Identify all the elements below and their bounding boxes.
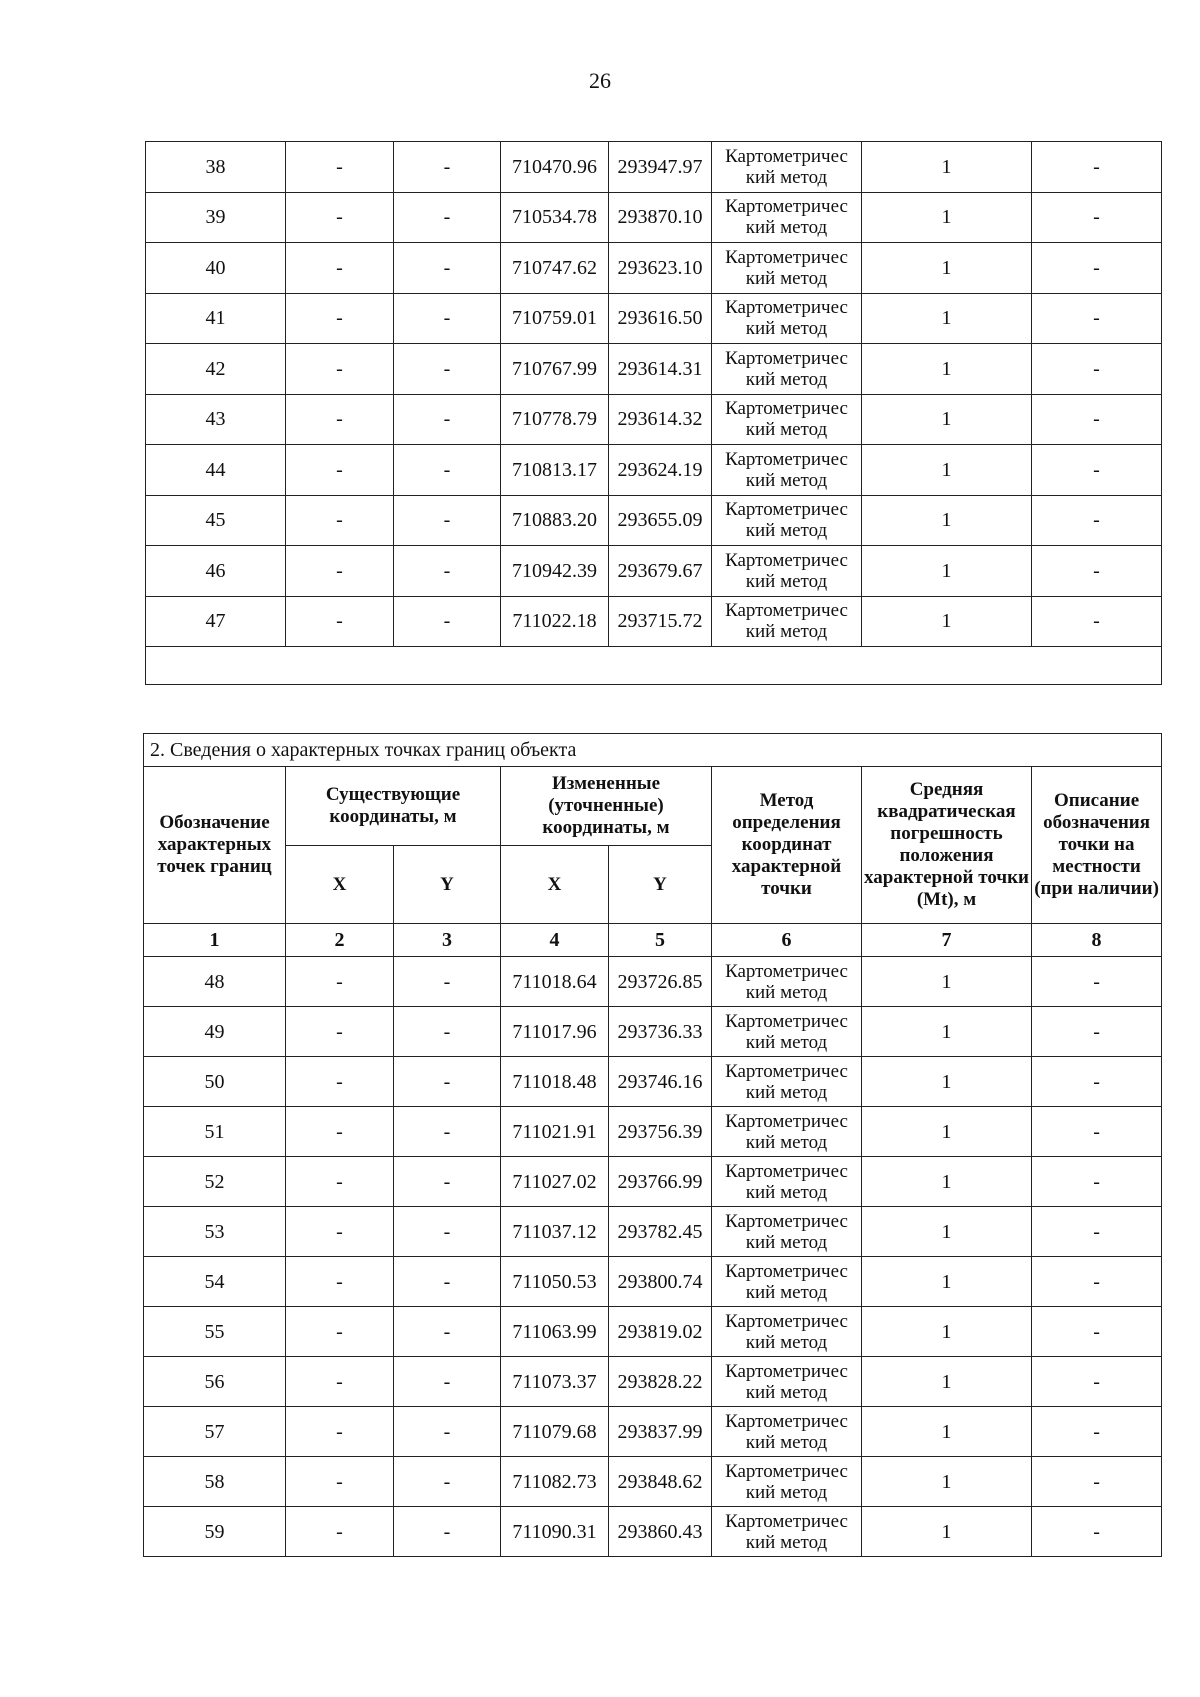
description-value: -: [1032, 495, 1162, 546]
column-number: 3: [394, 924, 501, 957]
point-number: 45: [146, 495, 286, 546]
column-number: 2: [286, 924, 394, 957]
point-number: 55: [144, 1307, 286, 1357]
accuracy-value: 1: [862, 344, 1032, 395]
changed-x: 711090.31: [501, 1507, 609, 1557]
description-value: -: [1032, 344, 1162, 395]
existing-y: -: [394, 1157, 501, 1207]
existing-y: -: [394, 1007, 501, 1057]
point-number: 46: [146, 546, 286, 597]
method-line-2: кий метод: [745, 217, 828, 239]
table-row: [144, 1207, 1162, 1257]
method-line-1: Картометричес: [725, 297, 848, 319]
point-number: 41: [146, 293, 286, 344]
existing-x: -: [286, 1257, 394, 1307]
column-number: 6: [712, 924, 862, 957]
changed-x: 711017.96: [501, 1007, 609, 1057]
header-existing-y: Y: [394, 846, 501, 924]
method-line-1: Картометричес: [725, 600, 848, 622]
header-changed-y: Y: [609, 846, 712, 924]
table-row: [146, 243, 1162, 294]
existing-x: -: [286, 1107, 394, 1157]
header-description: Описание обозначения точки на местности (при наличии): [1032, 767, 1162, 924]
existing-y: -: [394, 1057, 501, 1107]
table-row: [146, 293, 1162, 344]
method: [712, 1257, 862, 1307]
existing-y: -: [394, 1307, 501, 1357]
changed-x: 711037.12: [501, 1207, 609, 1257]
existing-y: -: [394, 1207, 501, 1257]
changed-x: 711018.48: [501, 1057, 609, 1107]
method-line-2: кий метод: [745, 267, 828, 289]
accuracy-value: 1: [862, 546, 1032, 597]
existing-y: -: [394, 596, 501, 647]
changed-y: 293800.74: [609, 1257, 712, 1307]
header-changed-x: X: [501, 846, 609, 924]
method: [712, 1057, 862, 1107]
header-accuracy: Средняя квадратическая погрешность положения характерной точки (Mt), м: [862, 767, 1032, 924]
method-line-1: Картометричес: [725, 549, 848, 571]
method-line-1: Картометричес: [725, 1460, 848, 1482]
changed-x: 710534.78: [501, 192, 609, 243]
column-number: 5: [609, 924, 712, 957]
description-value: -: [1032, 1107, 1162, 1157]
accuracy-value: 1: [862, 957, 1032, 1007]
point-number: 38: [146, 142, 286, 193]
changed-y: 293679.67: [609, 546, 712, 597]
accuracy-value: 1: [862, 1057, 1032, 1107]
existing-y: -: [394, 243, 501, 294]
point-number: 42: [146, 344, 286, 395]
changed-y: 293623.10: [609, 243, 712, 294]
point-number: 58: [144, 1457, 286, 1507]
method-line-1: Картометричес: [725, 1060, 848, 1082]
changed-y: 293614.32: [609, 394, 712, 445]
point-number: 40: [146, 243, 286, 294]
changed-x: 711063.99: [501, 1307, 609, 1357]
changed-y: 293848.62: [609, 1457, 712, 1507]
empty-row: [146, 647, 1162, 685]
existing-x: -: [286, 293, 394, 344]
changed-y: 293766.99: [609, 1157, 712, 1207]
changed-y: 293870.10: [609, 192, 712, 243]
method-line-1: Картометричес: [725, 499, 848, 521]
point-number: 49: [144, 1007, 286, 1057]
method-line-2: кий метод: [745, 981, 828, 1003]
description-value: -: [1032, 1157, 1162, 1207]
changed-x: 710470.96: [501, 142, 609, 193]
method-line-2: кий метод: [745, 1381, 828, 1403]
method-line-1: Картометричес: [725, 1310, 848, 1332]
changed-x: 711021.91: [501, 1107, 609, 1157]
existing-x: -: [286, 394, 394, 445]
description-value: -: [1032, 1307, 1162, 1357]
method-line-1: Картометричес: [725, 448, 848, 470]
table-row: [144, 1107, 1162, 1157]
header-changed-coordinates: Измененные (уточненные) координаты, м: [501, 767, 712, 846]
changed-y: 293736.33: [609, 1007, 712, 1057]
description-value: -: [1032, 293, 1162, 344]
point-number: 44: [146, 445, 286, 496]
method: [712, 1507, 862, 1557]
method-line-2: кий метод: [745, 368, 828, 390]
existing-x: -: [286, 344, 394, 395]
existing-y: -: [394, 1107, 501, 1157]
table-row: [146, 344, 1162, 395]
method-line-2: кий метод: [745, 1081, 828, 1103]
method-line-2: кий метод: [745, 621, 828, 643]
existing-y: -: [394, 1407, 501, 1457]
accuracy-value: 1: [862, 445, 1032, 496]
point-number: 56: [144, 1357, 286, 1407]
point-number: 48: [144, 957, 286, 1007]
method-line-2: кий метод: [745, 318, 828, 340]
existing-x: -: [286, 1007, 394, 1057]
table-row: [146, 445, 1162, 496]
method-line-1: Картометричес: [725, 1510, 848, 1532]
existing-x: -: [286, 957, 394, 1007]
method: [712, 1157, 862, 1207]
changed-x: 710942.39: [501, 546, 609, 597]
table-row: [144, 1357, 1162, 1407]
table-row: [146, 495, 1162, 546]
existing-x: -: [286, 1407, 394, 1457]
table-row: [144, 1457, 1162, 1507]
existing-y: -: [394, 957, 501, 1007]
table-row: [146, 192, 1162, 243]
empty-cell: [146, 647, 1162, 685]
header-method: Метод определения координат характерной точки: [712, 767, 862, 924]
existing-y: -: [394, 495, 501, 546]
header-designation: Обозначение характерных точек границ: [144, 767, 286, 924]
existing-y: -: [394, 293, 501, 344]
changed-y: 293746.16: [609, 1057, 712, 1107]
method: [712, 142, 862, 193]
table-row: [144, 1407, 1162, 1457]
header-existing-x: X: [286, 846, 394, 924]
existing-y: -: [394, 1357, 501, 1407]
point-number: 54: [144, 1257, 286, 1307]
point-number: 51: [144, 1107, 286, 1157]
column-number: 7: [862, 924, 1032, 957]
changed-y: 293614.31: [609, 344, 712, 395]
point-number: 52: [144, 1157, 286, 1207]
existing-x: -: [286, 596, 394, 647]
method: [712, 192, 862, 243]
description-value: -: [1032, 596, 1162, 647]
accuracy-value: 1: [862, 1007, 1032, 1057]
table-row: [144, 1257, 1162, 1307]
method: [712, 1357, 862, 1407]
existing-y: -: [394, 546, 501, 597]
accuracy-value: 1: [862, 192, 1032, 243]
changed-x: 711082.73: [501, 1457, 609, 1507]
method-line-2: кий метод: [745, 1031, 828, 1053]
method: [712, 1457, 862, 1507]
table-row: [146, 546, 1162, 597]
table-row: [146, 596, 1162, 647]
method-line-1: Картометричес: [725, 398, 848, 420]
table-row: [144, 1157, 1162, 1207]
description-value: -: [1032, 1257, 1162, 1307]
accuracy-value: 1: [862, 495, 1032, 546]
existing-x: -: [286, 495, 394, 546]
changed-y: 293726.85: [609, 957, 712, 1007]
description-value: -: [1032, 1357, 1162, 1407]
changed-y: 293756.39: [609, 1107, 712, 1157]
changed-y: 293860.43: [609, 1507, 712, 1557]
method-line-1: Картометричес: [725, 246, 848, 268]
method-line-1: Картометричес: [725, 960, 848, 982]
accuracy-value: 1: [862, 1507, 1032, 1557]
description-value: -: [1032, 142, 1162, 193]
accuracy-value: 1: [862, 1457, 1032, 1507]
existing-x: -: [286, 1057, 394, 1107]
existing-x: -: [286, 243, 394, 294]
column-number: 8: [1032, 924, 1162, 957]
existing-x: -: [286, 192, 394, 243]
changed-x: 710778.79: [501, 394, 609, 445]
existing-x: -: [286, 1457, 394, 1507]
changed-x: 711027.02: [501, 1157, 609, 1207]
description-value: -: [1032, 1057, 1162, 1107]
changed-y: 293715.72: [609, 596, 712, 647]
method-line-1: Картометричес: [725, 1210, 848, 1232]
method: [712, 596, 862, 647]
changed-x: 710747.62: [501, 243, 609, 294]
point-number: 53: [144, 1207, 286, 1257]
characteristic-points-table: [143, 733, 1162, 1557]
accuracy-value: 1: [862, 1407, 1032, 1457]
changed-x: 710813.17: [501, 445, 609, 496]
method: [712, 1107, 862, 1157]
point-number: 43: [146, 394, 286, 445]
section-title: 2. Сведения о характерных точках границ объекта: [144, 734, 1162, 767]
method-line-2: кий метод: [745, 1331, 828, 1353]
method-line-1: Картометричес: [725, 1110, 848, 1132]
changed-x: 711018.64: [501, 957, 609, 1007]
description-value: -: [1032, 445, 1162, 496]
changed-x: 711022.18: [501, 596, 609, 647]
method-line-2: кий метод: [745, 1481, 828, 1503]
existing-x: -: [286, 142, 394, 193]
changed-x: 711073.37: [501, 1357, 609, 1407]
changed-y: 293819.02: [609, 1307, 712, 1357]
existing-x: -: [286, 1307, 394, 1357]
description-value: -: [1032, 957, 1162, 1007]
header-existing-coordinates: Существующие координаты, м: [286, 767, 501, 846]
existing-y: -: [394, 394, 501, 445]
existing-y: -: [394, 1257, 501, 1307]
accuracy-value: 1: [862, 596, 1032, 647]
method: [712, 243, 862, 294]
changed-y: 293624.19: [609, 445, 712, 496]
changed-y: 293616.50: [609, 293, 712, 344]
table-row: [146, 142, 1162, 193]
method-line-2: кий метод: [745, 1281, 828, 1303]
column-number: 1: [144, 924, 286, 957]
table-row: [144, 1307, 1162, 1357]
method: [712, 1007, 862, 1057]
existing-x: -: [286, 1157, 394, 1207]
method: [712, 495, 862, 546]
changed-x: 710759.01: [501, 293, 609, 344]
existing-y: -: [394, 344, 501, 395]
existing-x: -: [286, 1207, 394, 1257]
accuracy-value: 1: [862, 1107, 1032, 1157]
changed-y: 293828.22: [609, 1357, 712, 1407]
description-value: -: [1032, 1007, 1162, 1057]
description-value: -: [1032, 1207, 1162, 1257]
table-row: [144, 1007, 1162, 1057]
description-value: -: [1032, 1407, 1162, 1457]
accuracy-value: 1: [862, 1157, 1032, 1207]
description-value: -: [1032, 243, 1162, 294]
changed-y: 293655.09: [609, 495, 712, 546]
existing-y: -: [394, 142, 501, 193]
point-number: 47: [146, 596, 286, 647]
method-line-2: кий метод: [745, 166, 828, 188]
column-number: 4: [501, 924, 609, 957]
table-row: [146, 394, 1162, 445]
description-value: -: [1032, 1457, 1162, 1507]
method-line-1: Картометричес: [725, 1360, 848, 1382]
page-number: 26: [589, 68, 611, 93]
point-number: 39: [146, 192, 286, 243]
accuracy-value: 1: [862, 1307, 1032, 1357]
description-value: -: [1032, 1507, 1162, 1557]
accuracy-value: 1: [862, 243, 1032, 294]
description-value: -: [1032, 394, 1162, 445]
method-line-2: кий метод: [745, 1231, 828, 1253]
description-value: -: [1032, 546, 1162, 597]
changed-x: 710883.20: [501, 495, 609, 546]
table-row: [144, 957, 1162, 1007]
accuracy-value: 1: [862, 293, 1032, 344]
method-line-2: кий метод: [745, 520, 828, 542]
accuracy-value: 1: [862, 1207, 1032, 1257]
changed-x: 710767.99: [501, 344, 609, 395]
existing-x: -: [286, 1357, 394, 1407]
method-line-1: Картометричес: [725, 1410, 848, 1432]
coordinates-table-continued: [145, 141, 1162, 685]
method-line-1: Картометричес: [725, 1160, 848, 1182]
method: [712, 344, 862, 395]
description-value: -: [1032, 192, 1162, 243]
changed-y: 293837.99: [609, 1407, 712, 1457]
method-line-1: Картометричес: [725, 196, 848, 218]
method-line-1: Картометричес: [725, 1010, 848, 1032]
changed-x: 711079.68: [501, 1407, 609, 1457]
table-row: [144, 1057, 1162, 1107]
method-line-2: кий метод: [745, 1131, 828, 1153]
method-line-2: кий метод: [745, 469, 828, 491]
method: [712, 546, 862, 597]
table-row: [144, 1507, 1162, 1557]
existing-y: -: [394, 192, 501, 243]
accuracy-value: 1: [862, 142, 1032, 193]
changed-y: 293947.97: [609, 142, 712, 193]
method: [712, 293, 862, 344]
method: [712, 1407, 862, 1457]
point-number: 50: [144, 1057, 286, 1107]
existing-y: -: [394, 1457, 501, 1507]
method-line-2: кий метод: [745, 1531, 828, 1553]
method: [712, 957, 862, 1007]
existing-y: -: [394, 1507, 501, 1557]
existing-x: -: [286, 445, 394, 496]
accuracy-value: 1: [862, 394, 1032, 445]
changed-x: 711050.53: [501, 1257, 609, 1307]
point-number: 59: [144, 1507, 286, 1557]
point-number: 57: [144, 1407, 286, 1457]
accuracy-value: 1: [862, 1257, 1032, 1307]
method-line-1: Картометричес: [725, 347, 848, 369]
method-line-2: кий метод: [745, 1431, 828, 1453]
method: [712, 1207, 862, 1257]
method-line-1: Картометричес: [725, 145, 848, 167]
method-line-2: кий метод: [745, 419, 828, 441]
method-line-2: кий метод: [745, 570, 828, 592]
accuracy-value: 1: [862, 1357, 1032, 1407]
method: [712, 445, 862, 496]
method: [712, 1307, 862, 1357]
method-line-1: Картометричес: [725, 1260, 848, 1282]
changed-y: 293782.45: [609, 1207, 712, 1257]
existing-x: -: [286, 1507, 394, 1557]
existing-x: -: [286, 546, 394, 597]
existing-y: -: [394, 445, 501, 496]
method: [712, 394, 862, 445]
method-line-2: кий метод: [745, 1181, 828, 1203]
